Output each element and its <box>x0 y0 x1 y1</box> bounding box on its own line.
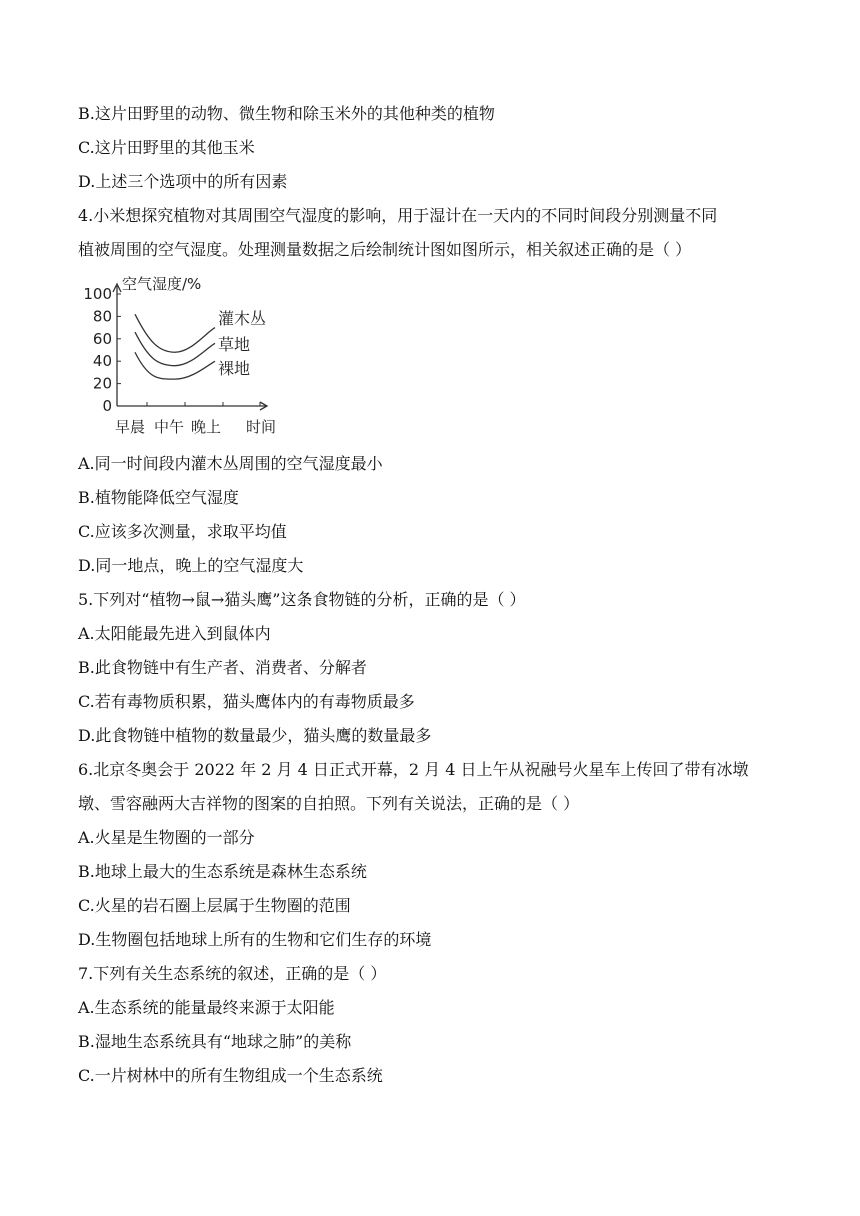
question-5-text: 5.下列对“植物→鼠→猫头鹰”这条食物链的分析，正确的是（ ） <box>78 590 526 609</box>
question-4-text-cont: 植被周围的空气湿度。处理测量数据之后绘制统计图如图所示，相关叙述正确的是（ ） <box>78 240 692 259</box>
question-4-text: 4.小米想探究植物对其周围空气湿度的影响，用于湿计在一天内的不同时间段分别测量不同 <box>78 206 718 225</box>
text-line: C.一片树林中的所有生物组成一个生态系统 <box>78 1066 383 1085</box>
y-tick-label: 80 <box>92 307 112 326</box>
x-axis-label: 时间 <box>245 418 277 436</box>
question-7-text: 7.下列有关生态系统的叙述，正确的是（ ） <box>78 964 387 983</box>
x-tick-label: 早晨 <box>114 418 146 436</box>
y-axis-label: 空气湿度/% <box>122 275 202 293</box>
y-tick-label: 20 <box>92 374 112 393</box>
series-line-1 <box>135 314 215 352</box>
text-line: B.地球上最大的生态系统是森林生态系统 <box>78 862 367 881</box>
text-line: D.此食物链中植物的数量最少，猫头鹰的数量最多 <box>78 726 432 745</box>
y-tick-label: 100 <box>83 285 112 303</box>
text-line: A.生态系统的能量最终来源于太阳能 <box>78 998 335 1017</box>
x-tick-label: 中午 <box>153 418 185 436</box>
text-line: C.这片田野里的其他玉米 <box>78 138 255 157</box>
text-line: C.若有毒物质积累，猫头鹰体内的有毒物质最多 <box>78 692 415 711</box>
text-line: A.同一时间段内灌木丛周围的空气湿度最小 <box>78 454 383 473</box>
text-line: B.湿地生态系统具有“地球之肺”的美称 <box>78 1032 352 1051</box>
y-tick-label: 0 <box>102 397 112 415</box>
text-line: C.应该多次测量，求取平均值 <box>78 522 287 541</box>
series-label: 草地 <box>218 335 251 354</box>
question-6-text: 6.北京冬奥会于 2022 年 2 月 4 日正式开幕，2 月 4 日上午从祝融号火星车上传回了带有冰墩 <box>78 760 749 779</box>
text-line: D.生物圈包括地球上所有的生物和它们生存的环境 <box>78 930 432 949</box>
series-label: 裸地 <box>218 359 251 378</box>
text-line: A.火星是生物圈的一部分 <box>78 828 255 847</box>
humidity-chart <box>75 270 290 442</box>
x-tick-label: 晚上 <box>190 418 222 436</box>
y-tick-label: 40 <box>92 352 112 371</box>
humidity-chart-svg <box>75 270 290 442</box>
text-line: B.这片田野里的动物、微生物和除玉米外的其他种类的植物 <box>78 104 495 123</box>
text-line: D.上述三个选项中的所有因素 <box>78 172 288 191</box>
text-line: C.火星的岩石圈上层属于生物圈的范围 <box>78 896 351 915</box>
y-tick-label: 60 <box>92 329 112 348</box>
text-line: B.植物能降低空气湿度 <box>78 488 239 507</box>
text-line: A.太阳能最先进入到鼠体内 <box>78 624 271 643</box>
question-6-text-cont: 墩、雪容融两大吉祥物的图案的自拍照。下列有关说法，正确的是（ ） <box>78 794 580 813</box>
text-line: B.此食物链中有生产者、消费者、分解者 <box>78 658 367 677</box>
series-label: 灌木丛 <box>218 309 267 328</box>
text-line: D.同一地点，晚上的空气湿度大 <box>78 556 304 575</box>
